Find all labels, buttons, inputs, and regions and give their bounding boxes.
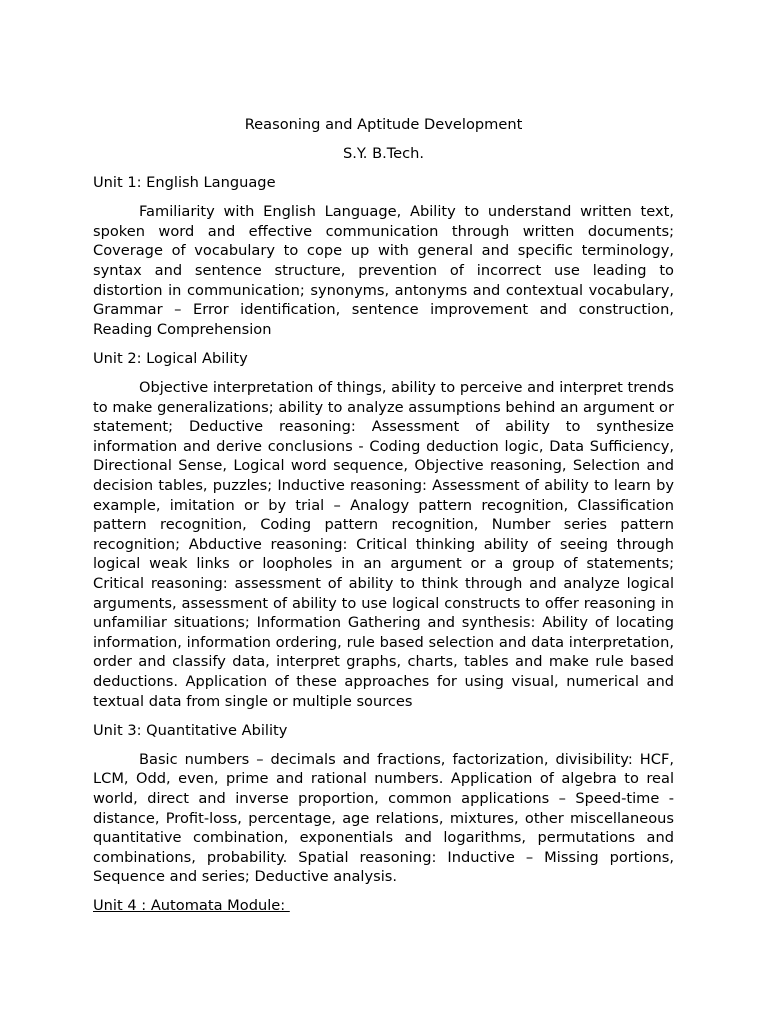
document-subtitle: S.Y. B.Tech.	[342, 145, 425, 163]
unit-3-body: Basic numbers – decimals and fractions, factorization, divisibility: HCF, LCM, Odd, even, prime and rational numbers. Application of algebra to real world, direct and inverse proportion, common applications – Speed-time -distance, Profit-loss, percentage, age relations, mixtures, other miscellaneous quantitative combination, exponentials and logarithms, permutations and combinations, probability. Spatial reasoning: Inductive – Missing portions, Sequence and series; Deductive analysis.	[93, 750, 674, 886]
document-title: Reasoning and Aptitude Development	[244, 116, 523, 133]
unit-1-body: Familiarity with English Language, Ability to understand written text, spoken word and effective communication through written documents; Coverage of vocabulary to cope up with general and specific terminology, syntax and sentence structure, prevention of incorrect use leading to distortion in communication; synonyms, antonyms and contextual vocabulary, Grammar – Error identification, sentence improvement and construction, Reading Comprehension	[93, 203, 674, 338]
unit-4-heading-text: Unit 4 : Automata Module:	[93, 897, 290, 915]
unit-1-heading: Unit 1: English Language	[93, 174, 276, 192]
unit-2-body: Objective interpretation of things, ability to perceive and interpret trends to make generalizations; ability to analyze assumptions behind an argument or statement; Deductive reasoning: Assessment of ability to synthesize information and derive conclusions - Coding deduction logic, Data Sufficiency, Directional Sense, Logical word sequence, Objective reasoning, Selection and decision tables, puzzles; Inductive reasoning: Assessment of ability to learn by example, imitation or by trial – Analogy pattern recognition, Classification pattern recognition, Coding pattern recognition, Number series pattern recognition; Abductive reasoning: Critical thinking ability of seeing through logical weak links or loopholes in an argument or a group of statements; Critical reasoning: assessment of ability to think through and analyze logical arguments, assessment of ability to use logical constructs to offer reasoning in unfamiliar situations; Information Gathering and synthesis: Ability of locating information, information ordering, rule based selection and data interpretation, order and classify data, interpret graphs, charts, tables and make rule based deductions. Application of these approaches for using visual, numerical and textual data from single or multiple sources	[93, 379, 674, 710]
unit-3-heading: Unit 3: Quantitative Ability	[93, 721, 288, 739]
unit-2-heading: Unit 2: Logical Ability	[93, 349, 248, 367]
document-body	[93, 115, 674, 925]
unit-4-heading	[93, 896, 674, 916]
